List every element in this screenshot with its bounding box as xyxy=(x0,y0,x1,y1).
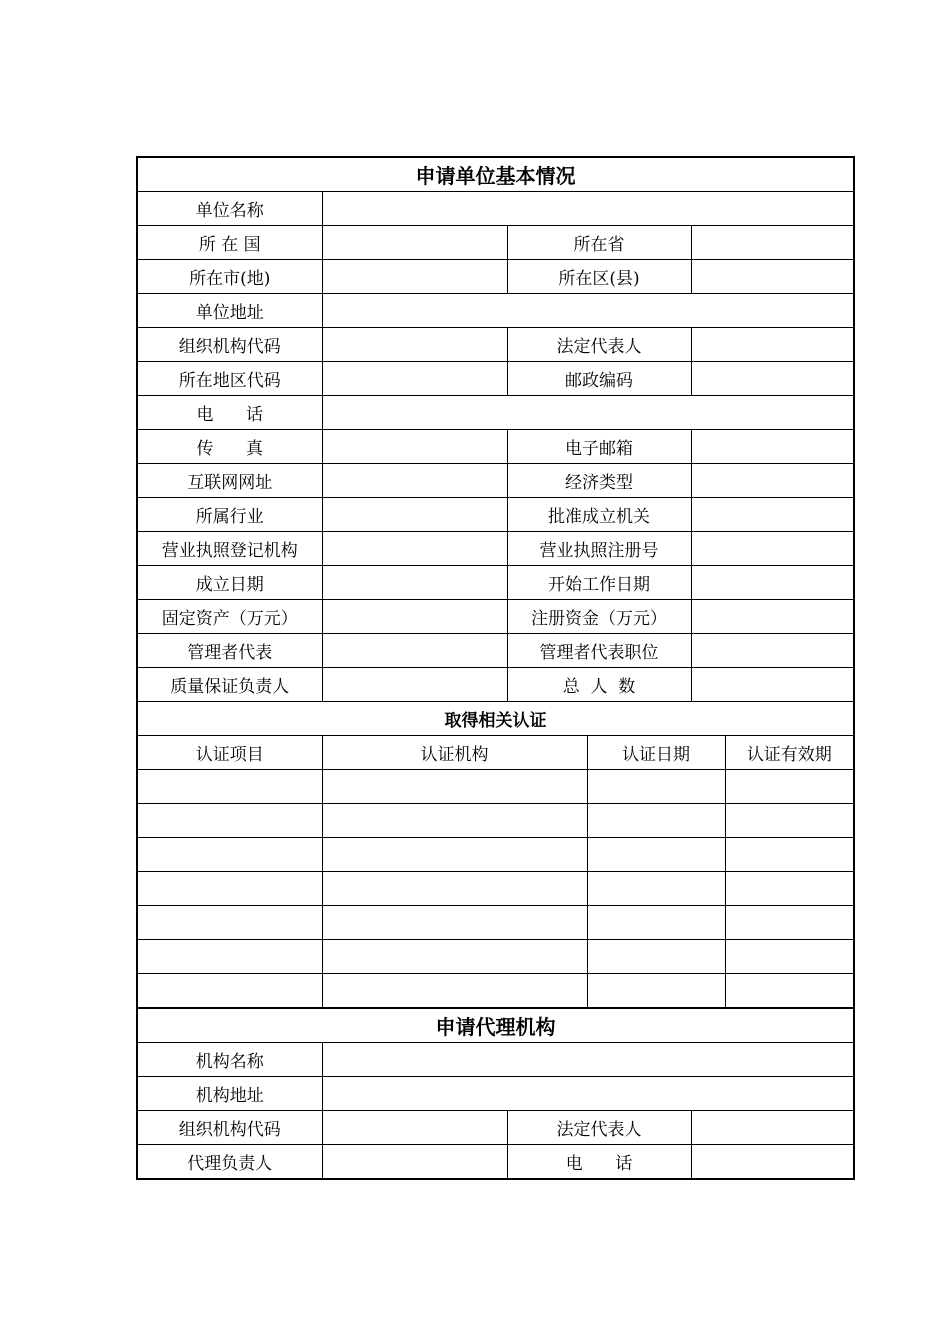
founded-label: 成立日期 xyxy=(138,566,322,600)
cert-row xyxy=(138,872,853,906)
city-field[interactable] xyxy=(322,260,507,294)
cert-item-cell[interactable] xyxy=(138,804,322,838)
section-title-applicant: 申请单位基本情况 xyxy=(138,158,853,192)
cert-org-cell[interactable] xyxy=(322,838,587,872)
legal-rep-field[interactable] xyxy=(691,328,853,362)
agent-table xyxy=(138,1007,853,1178)
cert-validity-cell[interactable] xyxy=(725,940,853,974)
license-org-field[interactable] xyxy=(322,532,507,566)
org-code-label: 组织机构代码 xyxy=(138,328,322,362)
manager-pos-field[interactable] xyxy=(691,634,853,668)
cert-item-cell[interactable] xyxy=(138,838,322,872)
cert-date-cell[interactable] xyxy=(587,804,725,838)
manager-pos-label: 管理者代表职位 xyxy=(507,634,691,668)
area-code-label: 所在地区代码 xyxy=(138,362,322,396)
agent-phone-label: 电 话 xyxy=(507,1145,691,1179)
cert-validity-cell[interactable] xyxy=(725,838,853,872)
agent-org-code-label: 组织机构代码 xyxy=(138,1111,322,1145)
city-label: 所在市(地) xyxy=(138,260,322,294)
agent-name-field[interactable] xyxy=(322,1043,853,1077)
license-org-label: 营业执照登记机构 xyxy=(138,532,322,566)
fax-label: 传 真 xyxy=(138,430,322,464)
agent-contact-field[interactable] xyxy=(322,1145,507,1179)
agent-name-label: 机构名称 xyxy=(138,1043,322,1077)
agent-legal-rep-label: 法定代表人 xyxy=(507,1111,691,1145)
cert-validity-cell[interactable] xyxy=(725,974,853,1008)
agent-legal-rep-field[interactable] xyxy=(691,1111,853,1145)
manager-rep-field[interactable] xyxy=(322,634,507,668)
cert-org-cell[interactable] xyxy=(322,974,587,1008)
postal-code-label: 邮政编码 xyxy=(507,362,691,396)
cert-row xyxy=(138,770,853,804)
unit-name-field[interactable] xyxy=(322,192,853,226)
address-field[interactable] xyxy=(322,294,853,328)
cert-row xyxy=(138,906,853,940)
website-field[interactable] xyxy=(322,464,507,498)
reg-capital-label: 注册资金（万元） xyxy=(507,600,691,634)
reg-capital-field[interactable] xyxy=(691,600,853,634)
country-label: 所 在 国 xyxy=(138,226,322,260)
phone-label: 电 话 xyxy=(138,396,322,430)
cert-col-validity: 认证有效期 xyxy=(725,736,853,770)
cert-org-cell[interactable] xyxy=(322,770,587,804)
cert-row xyxy=(138,804,853,838)
org-code-field[interactable] xyxy=(322,328,507,362)
cert-date-cell[interactable] xyxy=(587,906,725,940)
econ-type-label: 经济类型 xyxy=(507,464,691,498)
cert-row xyxy=(138,838,853,872)
application-form xyxy=(136,156,855,1180)
applicant-table xyxy=(138,158,853,701)
cert-date-cell[interactable] xyxy=(587,770,725,804)
country-field[interactable] xyxy=(322,226,507,260)
cert-date-cell[interactable] xyxy=(587,838,725,872)
fixed-assets-field[interactable] xyxy=(322,600,507,634)
agent-org-code-field[interactable] xyxy=(322,1111,507,1145)
cert-org-cell[interactable] xyxy=(322,872,587,906)
cert-org-cell[interactable] xyxy=(322,804,587,838)
legal-rep-label: 法定代表人 xyxy=(507,328,691,362)
cert-validity-cell[interactable] xyxy=(725,770,853,804)
approval-org-label: 批准成立机关 xyxy=(507,498,691,532)
industry-label: 所属行业 xyxy=(138,498,322,532)
fax-field[interactable] xyxy=(322,430,507,464)
cert-validity-cell[interactable] xyxy=(725,804,853,838)
email-field[interactable] xyxy=(691,430,853,464)
cert-row xyxy=(138,974,853,1008)
agent-address-label: 机构地址 xyxy=(138,1077,322,1111)
certification-table xyxy=(138,701,853,1007)
cert-item-cell[interactable] xyxy=(138,974,322,1008)
cert-col-item: 认证项目 xyxy=(138,736,322,770)
email-label: 电子邮箱 xyxy=(507,430,691,464)
cert-item-cell[interactable] xyxy=(138,906,322,940)
cert-date-cell[interactable] xyxy=(587,974,725,1008)
cert-date-cell[interactable] xyxy=(587,940,725,974)
agent-contact-label: 代理负责人 xyxy=(138,1145,322,1179)
postal-code-field[interactable] xyxy=(691,362,853,396)
cert-row xyxy=(138,940,853,974)
province-field[interactable] xyxy=(691,226,853,260)
start-work-label: 开始工作日期 xyxy=(507,566,691,600)
cert-item-cell[interactable] xyxy=(138,872,322,906)
agent-address-field[interactable] xyxy=(322,1077,853,1111)
section-title-certification: 取得相关认证 xyxy=(138,702,853,736)
phone-field[interactable] xyxy=(322,396,853,430)
cert-col-org: 认证机构 xyxy=(322,736,587,770)
agent-phone-field[interactable] xyxy=(691,1145,853,1179)
area-code-field[interactable] xyxy=(322,362,507,396)
district-field[interactable] xyxy=(691,260,853,294)
address-label: 单位地址 xyxy=(138,294,322,328)
headcount-label: 总 人 数 xyxy=(507,668,691,702)
start-work-field[interactable] xyxy=(691,566,853,600)
founded-field[interactable] xyxy=(322,566,507,600)
license-no-field[interactable] xyxy=(691,532,853,566)
unit-name-label: 单位名称 xyxy=(138,192,322,226)
cert-org-cell[interactable] xyxy=(322,906,587,940)
qa-head-field[interactable] xyxy=(322,668,507,702)
industry-field[interactable] xyxy=(322,498,507,532)
cert-item-cell[interactable] xyxy=(138,940,322,974)
website-label: 互联网网址 xyxy=(138,464,322,498)
manager-rep-label: 管理者代表 xyxy=(138,634,322,668)
approval-org-field[interactable] xyxy=(691,498,853,532)
cert-item-cell[interactable] xyxy=(138,770,322,804)
cert-validity-cell[interactable] xyxy=(725,906,853,940)
econ-type-field[interactable] xyxy=(691,464,853,498)
district-label: 所在区(县) xyxy=(507,260,691,294)
fixed-assets-label: 固定资产（万元） xyxy=(138,600,322,634)
cert-org-cell[interactable] xyxy=(322,940,587,974)
qa-head-label: 质量保证负责人 xyxy=(138,668,322,702)
province-label: 所在省 xyxy=(507,226,691,260)
section-title-agent: 申请代理机构 xyxy=(138,1008,853,1043)
cert-col-date: 认证日期 xyxy=(587,736,725,770)
cert-validity-cell[interactable] xyxy=(725,872,853,906)
headcount-field[interactable] xyxy=(691,668,853,702)
license-no-label: 营业执照注册号 xyxy=(507,532,691,566)
cert-date-cell[interactable] xyxy=(587,872,725,906)
